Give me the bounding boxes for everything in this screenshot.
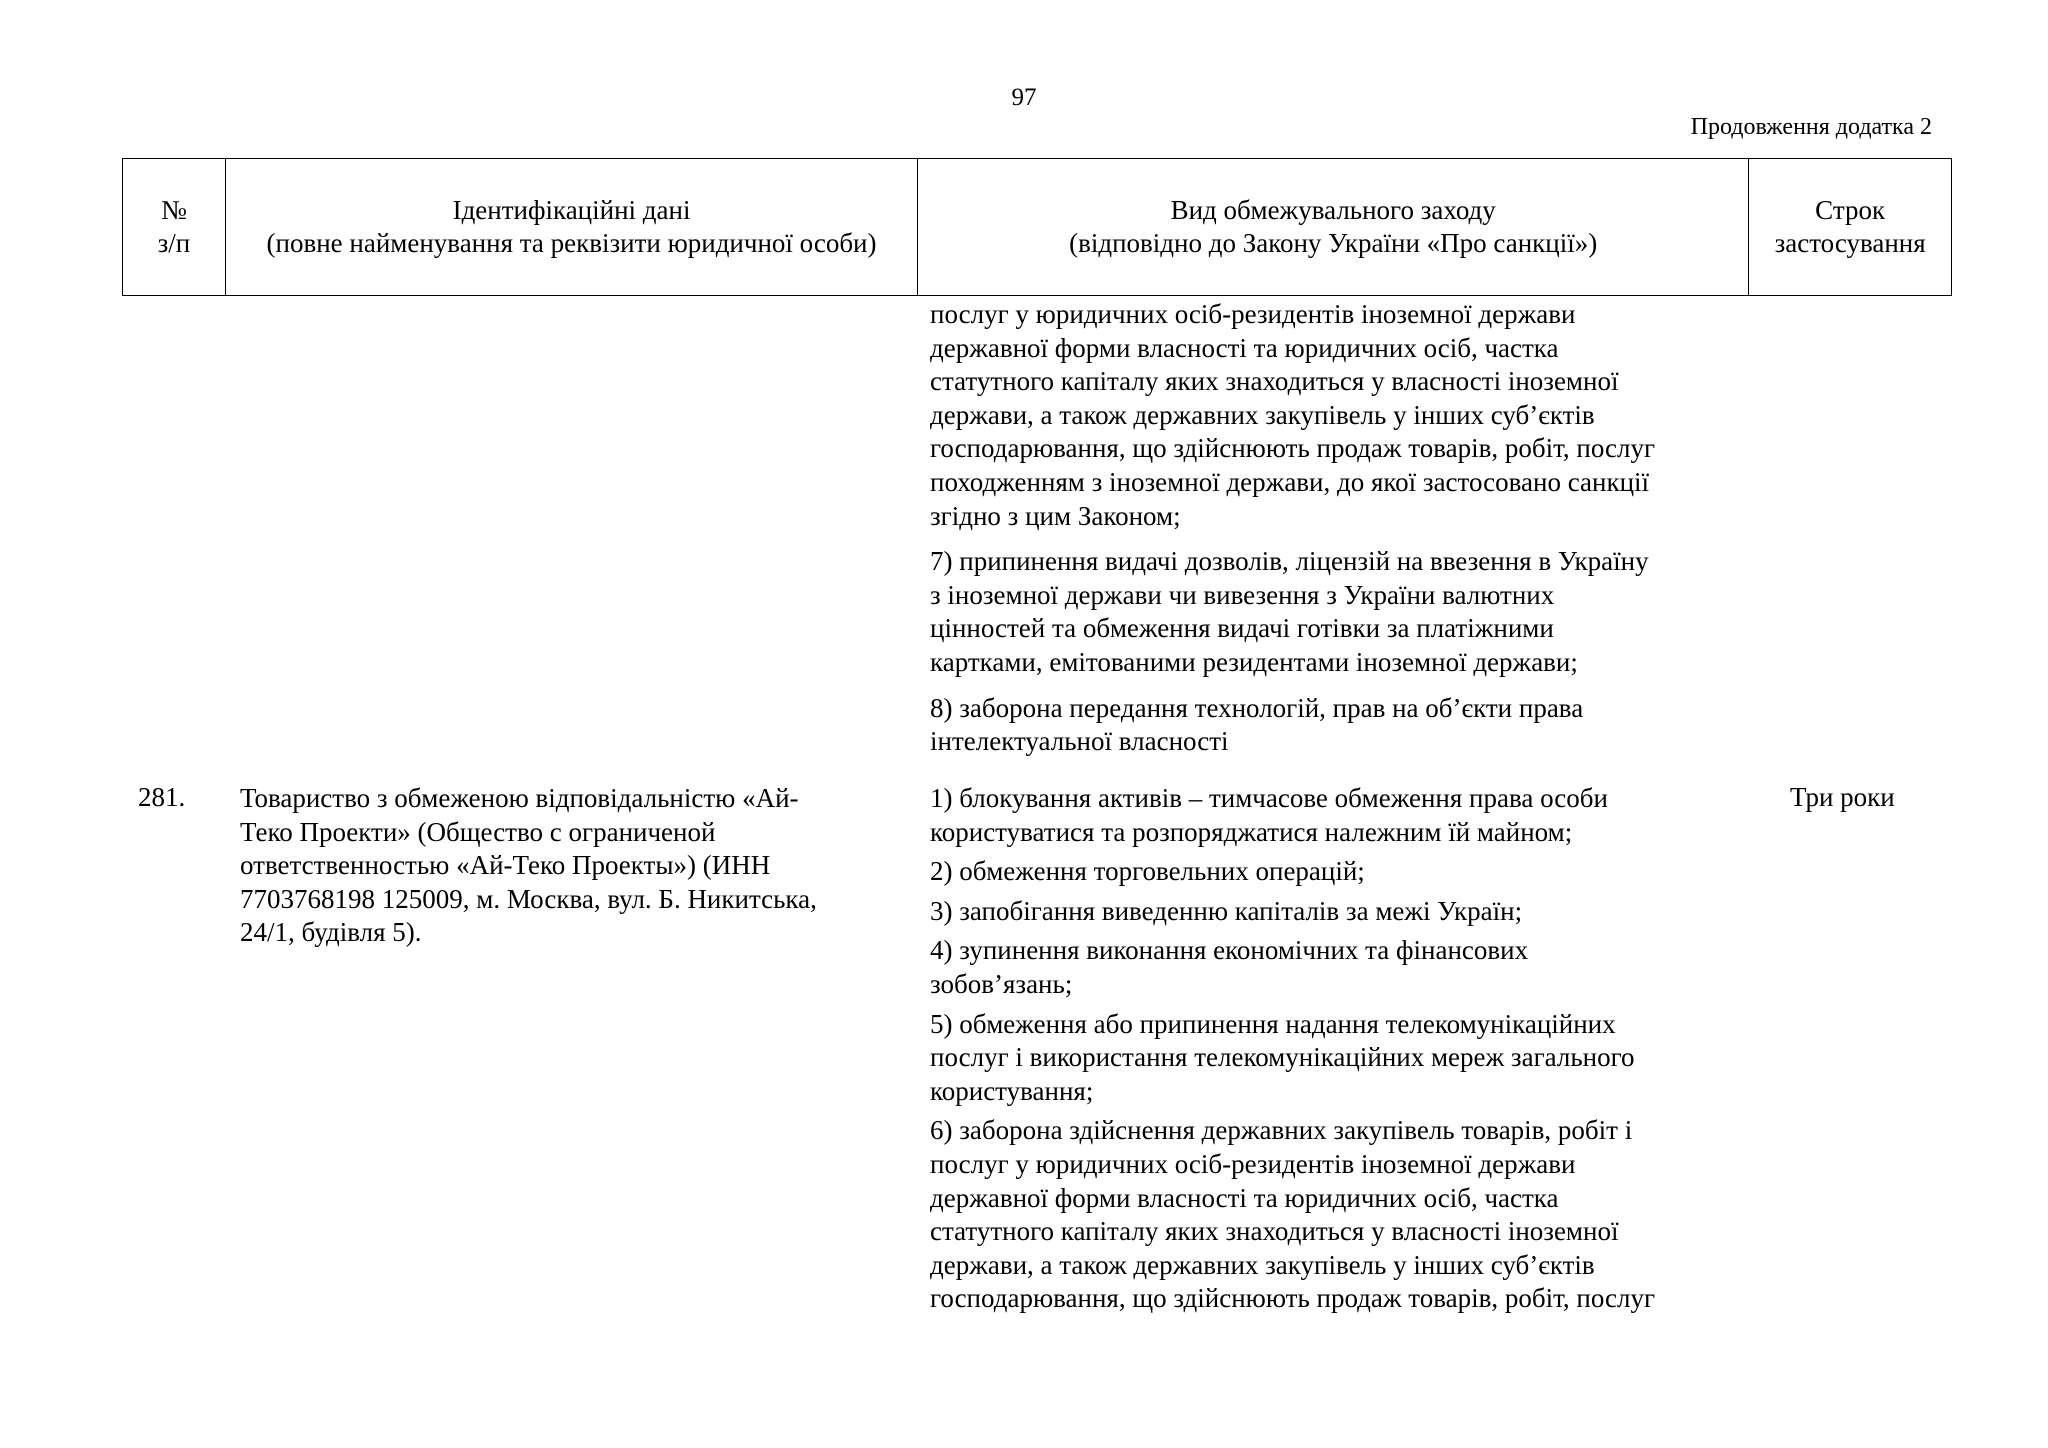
measure-item bbox=[930, 934, 1730, 1001]
measure-line: 5) обмеження або припинення надання телекомунікаційних bbox=[930, 1008, 1616, 1039]
measure-line: цінностей та обмеження видачі готівки за платіжними bbox=[930, 613, 1554, 644]
header-measure-title: Вид обмежувального заходу bbox=[1170, 195, 1496, 225]
header-term-title: Строк bbox=[1815, 195, 1886, 225]
measure-line: господарювання, що здійснюють продаж товарів, робіт, послуг bbox=[930, 433, 1656, 464]
measure-item bbox=[930, 855, 1730, 889]
measure-line: послуг у юридичних осіб-резидентів іноземної держави bbox=[930, 299, 1576, 329]
measure-line: користуватися та розпоряджатися належним їй майном; bbox=[930, 816, 1573, 847]
header-measure-subtitle: (відповідно до Закону України «Про санкції») bbox=[1069, 228, 1598, 258]
measure-item bbox=[930, 545, 1730, 679]
measure-line: державної форми власності та юридичних осіб, частка bbox=[930, 1182, 1559, 1213]
row-ident bbox=[240, 782, 890, 950]
page-number: 97 bbox=[1011, 84, 1037, 111]
measure-line: послуг і використання телекомунікаційних мереж загального bbox=[930, 1042, 1635, 1073]
measure-line: зобов’язань; bbox=[930, 968, 1073, 999]
continuation-label: Продовження додатка 2 bbox=[1690, 114, 1932, 140]
header-ident-title: Ідентифікаційні дані bbox=[452, 195, 691, 225]
measure-line: 2) обмеження торговельних операцій; bbox=[930, 856, 1365, 887]
measure-line: походженням з іноземної держави, до якої застосовано санкції bbox=[930, 466, 1650, 497]
continued-measures bbox=[930, 298, 1730, 771]
row-term: Три роки bbox=[1790, 782, 1895, 812]
header-number-symbol: № bbox=[161, 195, 187, 225]
measure-line: 7) припинення видачі дозволів, ліцензій на ввезення в Україну bbox=[930, 546, 1649, 577]
header-ident-subtitle: (повне найменування та реквізити юридичної особи) bbox=[266, 228, 877, 258]
measure-line: картками, емітованими резидентами іноземної держави; bbox=[930, 646, 1578, 677]
measure-line: послуг у юридичних осіб-резидентів іноземної держави bbox=[930, 1148, 1576, 1179]
ident-line: Товариство з обмеженою відповідальністю «Ай- bbox=[240, 783, 799, 813]
measure-line: 6) заборона здійснення державних закупівель товарів, робіт і bbox=[930, 1115, 1633, 1146]
measure-line: 4) зупинення виконання економічних та фінансових bbox=[930, 935, 1529, 966]
measure-item bbox=[930, 692, 1730, 759]
measure-line: користування; bbox=[930, 1075, 1094, 1106]
measure-line: держави, а також державних закупівель у інших суб’єктів bbox=[930, 1249, 1595, 1280]
measure-item bbox=[930, 298, 1730, 533]
measure-line: державної форми власності та юридичних осіб, частка bbox=[930, 332, 1559, 363]
header-number-abbr: з/п bbox=[157, 228, 191, 258]
ident-line: 7703768198 125009, м. Москва, вул. Б. Никитська, bbox=[240, 883, 817, 914]
measure-item bbox=[930, 1114, 1730, 1316]
header-ident-cell bbox=[226, 159, 918, 295]
measure-line: з іноземної держави чи вивезення з України валютних bbox=[930, 579, 1555, 610]
ident-line: 24/1, будівля 5). bbox=[240, 917, 422, 948]
ident-line: ответственностью «Ай-Теко Проекты») (ИНН bbox=[240, 850, 771, 881]
header-measure-cell bbox=[918, 159, 1749, 295]
measure-item bbox=[930, 895, 1730, 929]
measure-line: статутного капіталу яких знаходиться у власності іноземної bbox=[930, 1216, 1619, 1247]
measure-line: згідно з цим Законом; bbox=[930, 500, 1181, 531]
measure-item bbox=[930, 1008, 1730, 1109]
measure-line: інтелектуальної власності bbox=[930, 726, 1229, 757]
measure-line: 8) заборона передання технологій, прав на об’єкти права bbox=[930, 692, 1584, 723]
measure-line: 1) блокування активів – тимчасове обмеження права особи bbox=[930, 783, 1608, 813]
table-header bbox=[122, 158, 1952, 296]
measure-line: господарювання, що здійснюють продаж товарів, робіт, послуг bbox=[930, 1283, 1656, 1314]
ident-line: Теко Проекти» (Общество с ограниченой bbox=[240, 816, 716, 847]
measure-line: статутного капіталу яких знаходиться у власності іноземної bbox=[930, 366, 1619, 397]
measure-item bbox=[930, 782, 1730, 849]
measure-line: держави, а також державних закупівель у інших суб’єктів bbox=[930, 399, 1595, 430]
row-number: 281. bbox=[138, 782, 186, 812]
header-term-cell bbox=[1749, 159, 1951, 295]
header-number-cell bbox=[123, 159, 226, 295]
measure-line: 3) запобігання виведенню капіталів за межі Україн; bbox=[930, 895, 1523, 926]
header-term-subtitle: застосування bbox=[1774, 228, 1926, 258]
row-measures bbox=[930, 782, 1730, 1322]
